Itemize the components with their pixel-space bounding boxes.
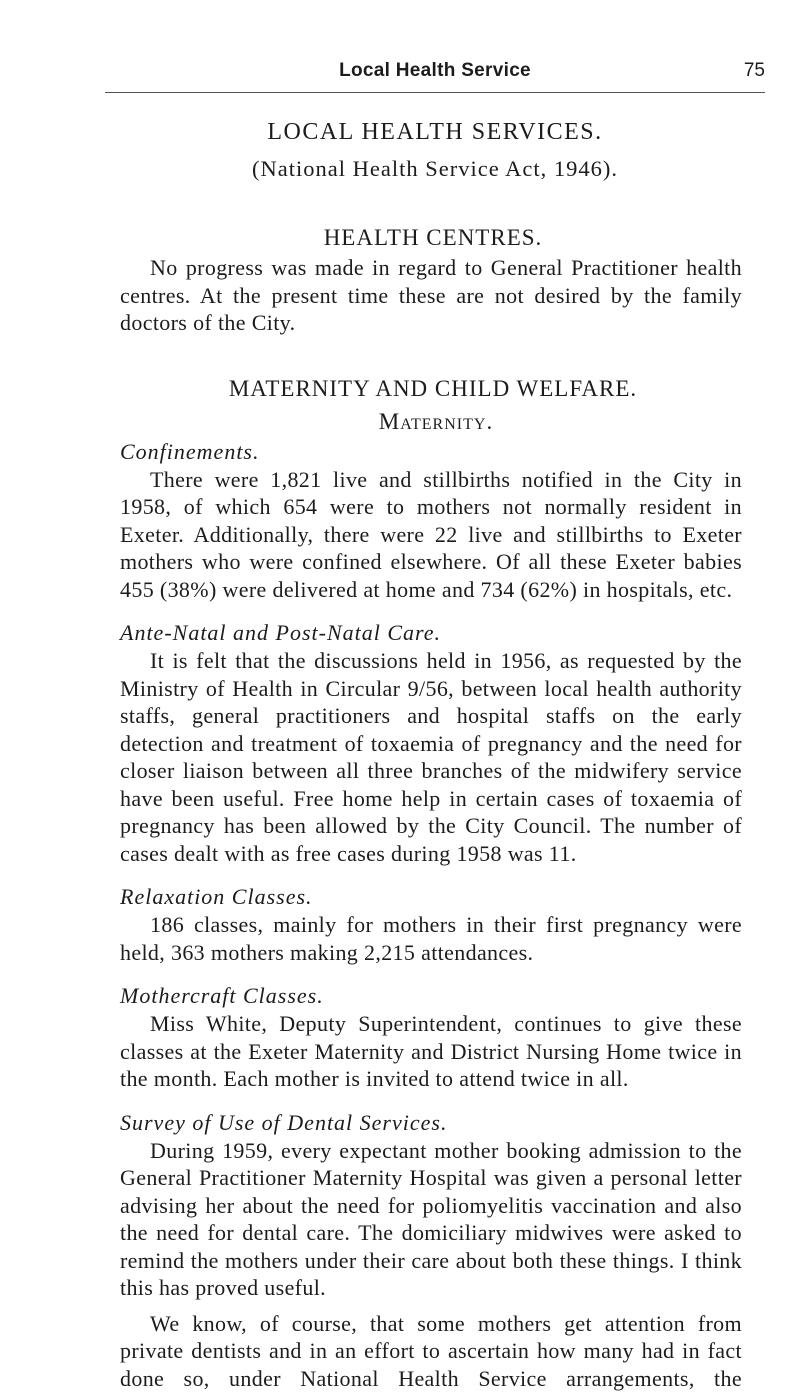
page-header [105,58,765,93]
paragraph-mothercraft: Miss White, Deputy Superintendent, continues to give these classes at the Exeter Maternity and District Nursing Home twice in the month. Each mother is invited to attend twice in all. [120,1011,742,1091]
paragraph-health-centres: No progress was made in regard to General Practitioner health centres. At the present time these are not desired by the family doctors of the City. [120,255,742,335]
paragraph-dental-survey-1: During 1959, every expectant mother booking admission to the General Practitioner Maternity Hospital was given a personal letter advising her about the need for poliomyelitis vaccination and also the need for dental care. The domiciliary midwives were asked to remind the mothers under their care about both these things. I think this has proved useful. [120,1137,742,1300]
subhead-relaxation: Relaxation Classes. [120,884,313,909]
paragraph-confinements: There were 1,821 live and stillbirths notified in the City in 1958, of which 654 were to mothers not normally resident in Exeter. Additionally, there were 22 live and stillbirths to Exeter mothers who were confined elsewhere. Of all these Exeter babies 455 (38%) were delivered at home and 734 (62%) in hospitals, etc. [120,466,742,602]
document-subtitle: (National Health Service Act, 1946). [252,156,618,181]
subsection-heading-maternity: Maternity. [378,408,494,434]
subhead-confinements: Confinements. [120,438,260,464]
subhead-mothercraft: Mothercraft Classes. [120,983,324,1008]
page-number: 75 [743,60,765,81]
paragraph-relaxation: 186 classes, mainly for mothers in their first pregnancy were held, 363 mothers making 2,215 attendances. [120,912,742,965]
subhead-ante-natal: Ante-Natal and Post-Natal Care. [120,620,442,645]
page-body [120,118,742,1392]
running-title: Local Health Service [339,60,531,81]
section-heading-maternity-child-welfare: MATERNITY AND CHILD WELFARE. [228,375,638,401]
subhead-dental-survey: Survey of Use of Dental Services. [120,1109,448,1135]
paragraph-dental-survey-2: We know, of course, that some mothers get attention from private dentists and in an effort to ascertain how many had in fact done so, under National Health Service arrangements, the [120,1310,742,1391]
section-heading-health-centres: HEALTH CENTRES. [323,225,543,250]
paragraph-ante-natal: It is felt that the discussions held in 1956, as requested by the Ministry of Health in Circular 9/56, between local health authority staffs, general practitioners and hospital staffs on the early detection and treatment of toxaemia of pregnancy and the need for closer liaison between all three branches of the midwifery service have been useful. Free home help in certain cases of toxaemia of pregnancy has been allowed by the City Council. The number of cases dealt with as free cases during 1958 was 11. [120,648,742,866]
document-title: LOCAL HEALTH SERVICES. [267,119,603,145]
